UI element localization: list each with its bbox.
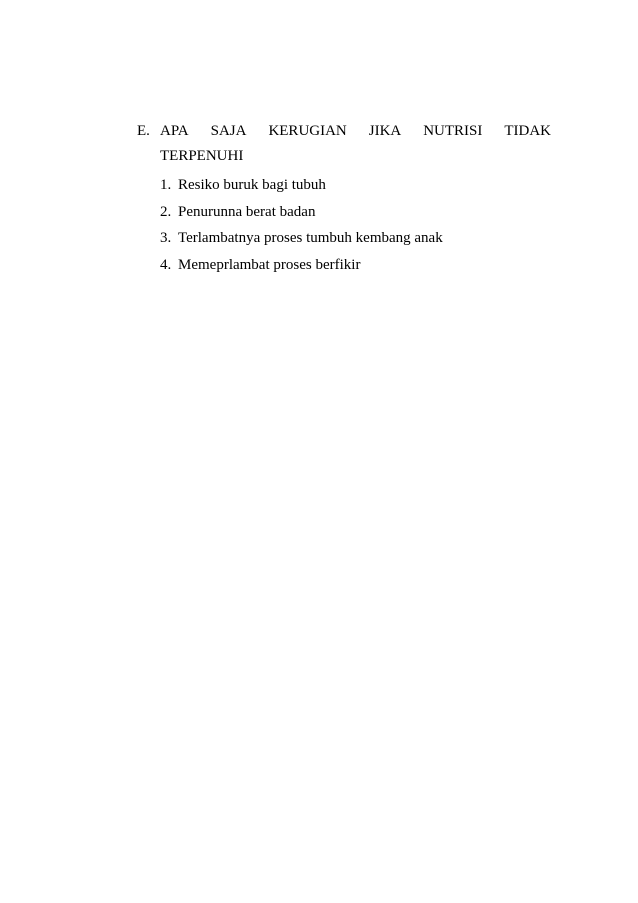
list-item-number: 4. [160, 256, 172, 273]
heading-word-nutrisi: NUTRISI [423, 123, 483, 139]
list-item-text: Resiko buruk bagi tubuh [178, 177, 326, 193]
list-item [160, 199, 560, 226]
list-item-text: Terlambatnya proses tumbuh kembang anak [178, 230, 443, 246]
heading-word-kerugian: KERUGIAN [268, 123, 347, 139]
heading-word-saja: SAJA [210, 123, 247, 139]
heading-line-1 [137, 119, 551, 144]
list-item [160, 225, 560, 252]
list-item-number: 3. [160, 230, 172, 246]
heading-word-tidak: TIDAK [504, 123, 551, 139]
numbered-list [160, 172, 560, 278]
list-item-text: Penurunna berat badan [178, 203, 316, 220]
list-item-text: Memeprlambat proses berfikir [178, 256, 361, 273]
list-item [160, 252, 560, 279]
list-item-number: 2. [160, 203, 172, 220]
heading-word-jika: JIKA [368, 123, 402, 139]
list-item [160, 172, 560, 199]
section-heading [137, 119, 551, 169]
list-item-number: 1. [160, 177, 172, 193]
heading-word-apa: APA [160, 123, 189, 139]
heading-line-2: TERPENUHI [160, 148, 244, 164]
heading-first [137, 119, 189, 144]
section-marker: E. [137, 123, 150, 139]
